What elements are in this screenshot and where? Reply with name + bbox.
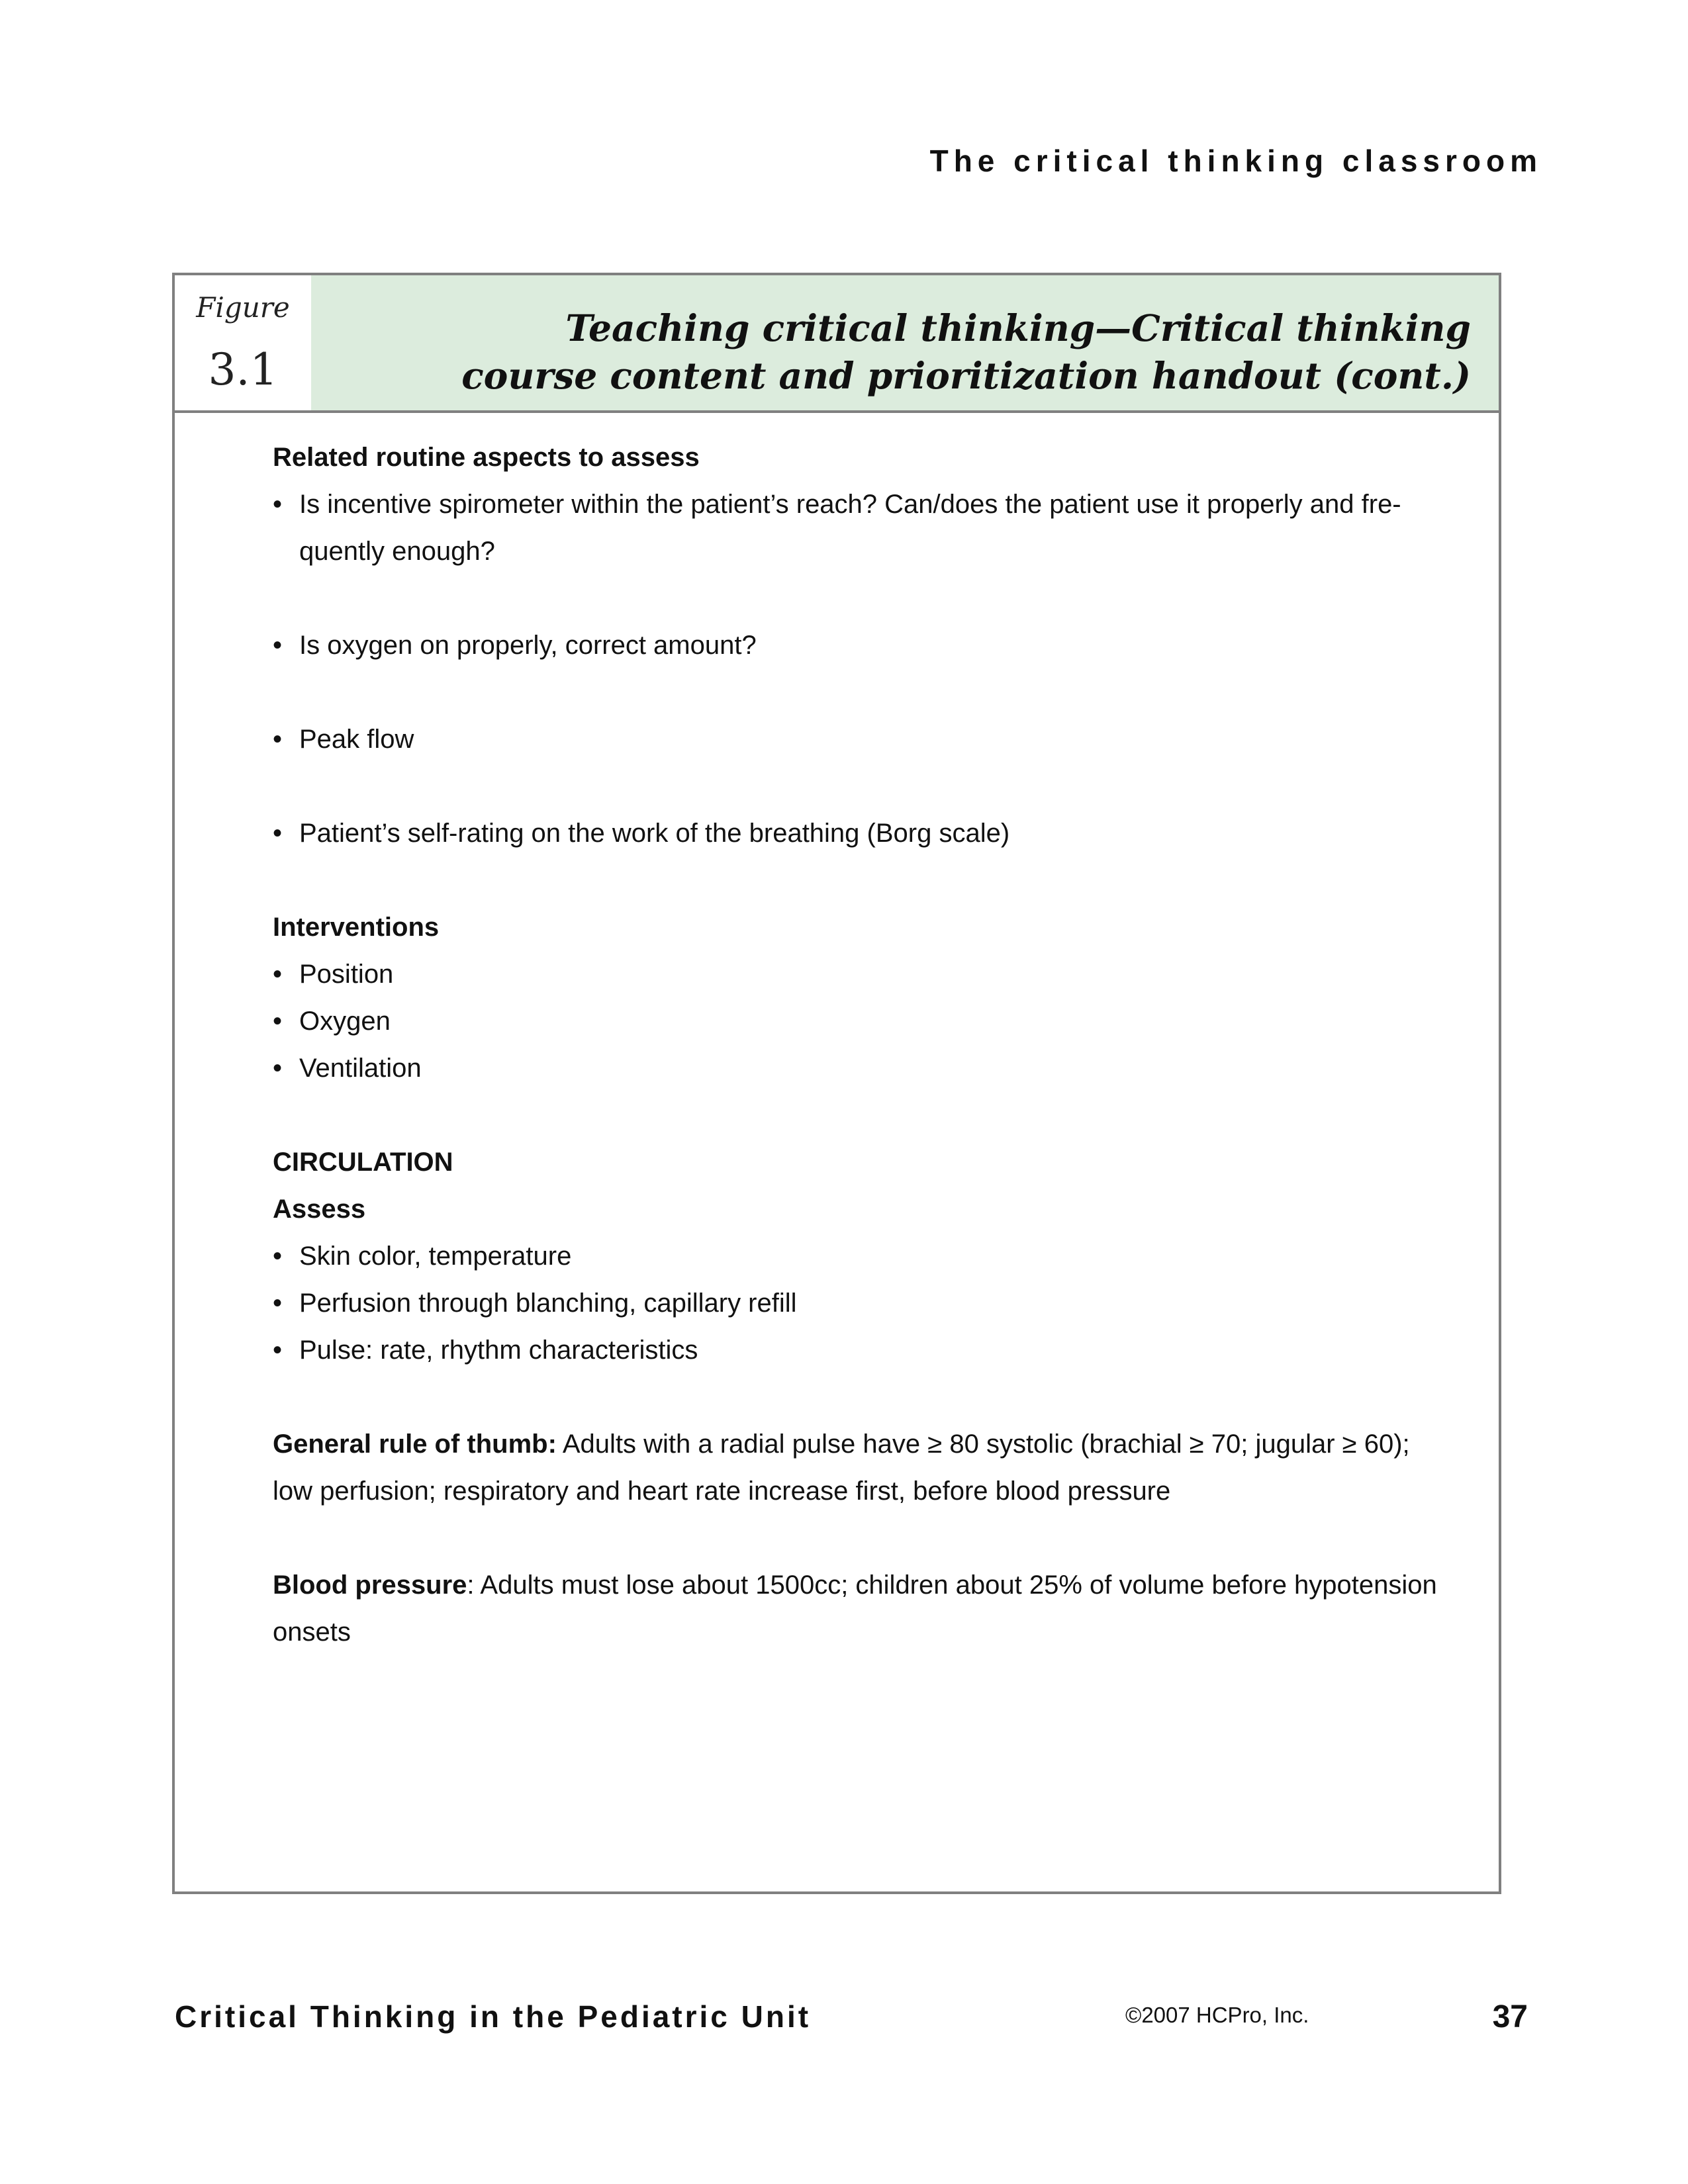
list-item: • Peak flow bbox=[273, 716, 1451, 763]
figure-label: Figure bbox=[196, 291, 290, 324]
figure-box bbox=[172, 273, 1501, 1894]
running-head: The critical thinking classroom bbox=[929, 144, 1542, 178]
list-item: • Perfusion through blanching, capillary refill bbox=[273, 1280, 1451, 1327]
figure-header bbox=[175, 275, 1499, 413]
list-item: • Position bbox=[273, 951, 1451, 998]
figure-title-line-1: Teaching critical thinking—Critical thinking bbox=[565, 306, 1471, 349]
page-number: 37 bbox=[1492, 1999, 1528, 2034]
figure-title-cell bbox=[311, 275, 1499, 410]
list-item: • Pulse: rate, rhythm characteristics bbox=[273, 1327, 1451, 1374]
blood-pressure-paragraph bbox=[273, 1562, 1451, 1656]
rule-of-thumb-label: General rule of thumb: bbox=[273, 1430, 557, 1459]
list-item: • Skin color, temperature bbox=[273, 1233, 1451, 1280]
rule-of-thumb-paragraph bbox=[273, 1421, 1451, 1515]
list-item: • Patient’s self-rating on the work of the breathing (Borg scale) bbox=[273, 810, 1451, 857]
list-item: • Oxygen bbox=[273, 998, 1451, 1045]
figure-number-cell bbox=[175, 275, 311, 410]
circulation-heading: CIRCULATION bbox=[273, 1148, 453, 1177]
blood-pressure-text: : Adults must lose about 1500cc; children about 25% of volume before hypotension onsets bbox=[273, 1570, 1437, 1647]
footer-copyright: ©2007 HCPro, Inc. bbox=[1125, 2003, 1309, 2027]
assess-heading: Assess bbox=[273, 1195, 366, 1224]
footer-book-title: Critical Thinking in the Pediatric Unit bbox=[175, 1999, 812, 2034]
rule-of-thumb-text: Adults with a radial pulse have ≥ 80 systolic (brachial ≥ 70; jugular ≥ 60); low perfusion; respiratory and heart rate increase first, before blood pressure bbox=[273, 1430, 1410, 1506]
figure-number: 3.1 bbox=[208, 344, 278, 395]
list-item: • Ventilation bbox=[273, 1045, 1451, 1092]
list-item: • Is incentive spirometer within the patient’s reach? Can/does the patient use it properly and fre-quently enough? bbox=[273, 481, 1451, 575]
figure-content bbox=[273, 434, 1451, 1656]
figure-title-line-2: course content and prioritization handout (cont.) bbox=[461, 354, 1471, 397]
interventions-heading: Interventions bbox=[273, 913, 440, 942]
blood-pressure-label: Blood pressure bbox=[273, 1570, 467, 1600]
routine-heading: Related routine aspects to assess bbox=[273, 443, 700, 472]
figure-title bbox=[461, 304, 1471, 400]
list-item: • Is oxygen on properly, correct amount? bbox=[273, 622, 1451, 669]
